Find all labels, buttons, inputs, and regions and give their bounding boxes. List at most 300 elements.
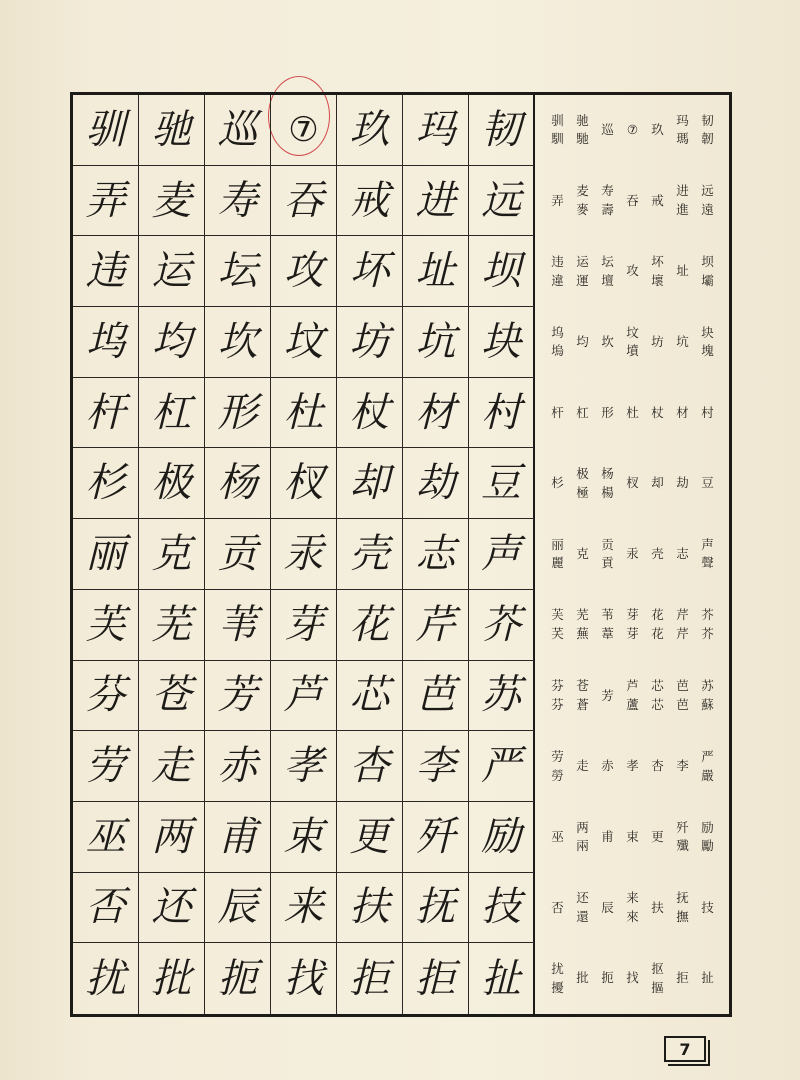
simplified-char: 坞 — [551, 324, 564, 340]
grid-cell: 块 — [469, 307, 535, 378]
grid-cell: 批 — [139, 943, 205, 1014]
simplified-char: 玖 — [651, 121, 664, 137]
reference-char — [570, 236, 595, 307]
simplified-char: 极 — [576, 466, 589, 482]
traditional-char: 塊 — [701, 343, 714, 359]
grid-cell: 歼 — [403, 802, 469, 873]
simplified-char: 扼 — [601, 970, 614, 986]
reference-char — [545, 95, 570, 166]
reference-char — [620, 378, 645, 449]
simplified-char: 芯 — [651, 678, 664, 694]
reference-char — [645, 943, 670, 1014]
traditional-char: 嚴 — [701, 767, 714, 783]
grid-cell: 村 — [469, 378, 535, 449]
reference-char — [620, 802, 645, 873]
reference-char — [670, 236, 695, 307]
simplified-char: 孝 — [626, 758, 639, 774]
simplified-char: 还 — [576, 890, 589, 906]
simplified-char: 驰 — [576, 112, 589, 128]
reference-char — [670, 378, 695, 449]
simplified-char: 杖 — [651, 404, 664, 420]
reference-char — [545, 873, 570, 944]
reference-char — [570, 590, 595, 661]
traditional-char: 芺 — [551, 626, 564, 642]
grid-cell: 坊 — [337, 307, 403, 378]
simplified-char: 芹 — [676, 607, 689, 623]
traditional-char: 塢 — [551, 343, 564, 359]
simplified-char: 芦 — [626, 678, 639, 694]
grid-cell: 坛 — [205, 236, 271, 307]
reference-char — [620, 307, 645, 378]
traditional-char: 馴 — [551, 131, 564, 147]
traditional-char: 擾 — [551, 979, 564, 995]
reference-char — [570, 448, 595, 519]
grid-cell: 芬 — [73, 661, 139, 732]
reference-char — [645, 802, 670, 873]
traditional-char: 違 — [551, 272, 564, 288]
simplified-char: 运 — [576, 253, 589, 269]
reference-char — [670, 95, 695, 166]
simplified-char: 驯 — [551, 112, 564, 128]
reference-char — [620, 943, 645, 1014]
traditional-char: 葦 — [601, 626, 614, 642]
simplified-char: 吞 — [626, 192, 639, 208]
reference-char — [595, 731, 620, 802]
simplified-char: 村 — [701, 404, 714, 420]
grid-cell: 杖 — [337, 378, 403, 449]
traditional-char: 貢 — [601, 555, 614, 571]
reference-char — [695, 731, 720, 802]
reference-char — [595, 378, 620, 449]
reference-char — [595, 519, 620, 590]
traditional-char: 進 — [676, 202, 689, 218]
reference-char — [695, 95, 720, 166]
reference-char — [645, 731, 670, 802]
reference-char — [645, 95, 670, 166]
reference-char — [695, 873, 720, 944]
grid-cell: 玖 — [337, 95, 403, 166]
simplified-char: 来 — [626, 890, 639, 906]
traditional-char: 芹 — [676, 626, 689, 642]
simplified-char: 坊 — [651, 334, 664, 350]
reference-char — [595, 166, 620, 237]
grid-cell: 玛 — [403, 95, 469, 166]
reference-char — [645, 448, 670, 519]
reference-char — [570, 731, 595, 802]
grid-cell: 坝 — [469, 236, 535, 307]
simplified-char: 芽 — [626, 607, 639, 623]
reference-char — [695, 802, 720, 873]
simplified-char: 坟 — [626, 324, 639, 340]
grid-cell: 弄 — [73, 166, 139, 237]
traditional-char: 馳 — [576, 131, 589, 147]
grid-cell: 麦 — [139, 166, 205, 237]
grid-cell: 杉 — [73, 448, 139, 519]
grid-cell: 孝 — [271, 731, 337, 802]
simplified-char: ⑦ — [626, 121, 639, 137]
grid-cell: ⑦ — [271, 95, 337, 166]
simplified-char: 找 — [626, 970, 639, 986]
simplified-char: 芳 — [601, 687, 614, 703]
simplified-char: 苏 — [701, 678, 714, 694]
simplified-char: 弄 — [551, 192, 564, 208]
reference-char — [620, 590, 645, 661]
grid-cell: 声 — [469, 519, 535, 590]
grid-cell: 杜 — [271, 378, 337, 449]
grid-cell: 戒 — [337, 166, 403, 237]
grid-cell: 芭 — [403, 661, 469, 732]
grid-cell: 形 — [205, 378, 271, 449]
grid-cell: 吞 — [271, 166, 337, 237]
simplified-char: 韧 — [701, 112, 714, 128]
simplified-char: 巡 — [601, 121, 614, 137]
grid-cell: 来 — [271, 873, 337, 944]
grid-cell: 拒 — [403, 943, 469, 1014]
grid-cell: 坑 — [403, 307, 469, 378]
simplified-char: 抚 — [676, 890, 689, 906]
simplified-char: 均 — [576, 334, 589, 350]
traditional-char: 極 — [576, 484, 589, 500]
grid-cell: 杈 — [271, 448, 337, 519]
grid-cell: 苇 — [205, 590, 271, 661]
grid-cell: 赤 — [205, 731, 271, 802]
reference-char — [670, 943, 695, 1014]
grid-cell: 扯 — [469, 943, 535, 1014]
simplified-char: 材 — [676, 404, 689, 420]
simplified-char: 苍 — [576, 678, 589, 694]
grid-cell: 坟 — [271, 307, 337, 378]
reference-char — [570, 519, 595, 590]
simplified-char: 杏 — [651, 758, 664, 774]
simplified-char: 更 — [651, 828, 664, 844]
simplified-char: 杈 — [626, 475, 639, 491]
simplified-char: 贡 — [601, 536, 614, 552]
simplified-char: 汞 — [626, 546, 639, 562]
grid-cell: 杏 — [337, 731, 403, 802]
traditional-char: 芯 — [651, 696, 664, 712]
simplified-char: 扰 — [551, 960, 564, 976]
reference-char — [570, 661, 595, 732]
simplified-char: 杠 — [576, 404, 589, 420]
reference-char — [695, 943, 720, 1014]
grid-cell: 壳 — [337, 519, 403, 590]
simplified-char: 劳 — [551, 748, 564, 764]
simplified-char: 芬 — [551, 678, 564, 694]
simplified-char: 拒 — [676, 970, 689, 986]
simplified-char: 歼 — [676, 819, 689, 835]
reference-char — [570, 95, 595, 166]
simplified-char: 却 — [651, 475, 664, 491]
simplified-char: 块 — [701, 324, 714, 340]
reference-char — [695, 519, 720, 590]
traditional-char: 壞 — [651, 272, 664, 288]
simplified-char: 苇 — [601, 607, 614, 623]
reference-char — [620, 519, 645, 590]
grid-cell: 巡 — [205, 95, 271, 166]
grid-cell: 苍 — [139, 661, 205, 732]
grid-cell: 汞 — [271, 519, 337, 590]
grid-cell: 驯 — [73, 95, 139, 166]
reference-char — [545, 943, 570, 1014]
reference-char — [545, 448, 570, 519]
simplified-char: 进 — [676, 183, 689, 199]
simplified-char: 否 — [551, 899, 564, 915]
simplified-char: 克 — [576, 546, 589, 562]
reference-char — [545, 802, 570, 873]
grid-cell: 严 — [469, 731, 535, 802]
grid-cell: 杆 — [73, 378, 139, 449]
grid-cell: 找 — [271, 943, 337, 1014]
grid-cell: 坞 — [73, 307, 139, 378]
grid-cell: 走 — [139, 731, 205, 802]
simplified-char: 走 — [576, 758, 589, 774]
reference-char — [570, 307, 595, 378]
reference-char — [645, 236, 670, 307]
grid-cell: 攻 — [271, 236, 337, 307]
grid-cell: 芯 — [337, 661, 403, 732]
simplified-char: 批 — [576, 970, 589, 986]
grid-cell: 志 — [403, 519, 469, 590]
grid-cell: 芳 — [205, 661, 271, 732]
grid-cell: 还 — [139, 873, 205, 944]
reference-char — [645, 873, 670, 944]
simplified-char: 寿 — [601, 183, 614, 199]
grid-cell: 址 — [403, 236, 469, 307]
grid-cell: 扶 — [337, 873, 403, 944]
traditional-char: 麥 — [576, 202, 589, 218]
simplified-char: 志 — [676, 546, 689, 562]
grid-cell: 花 — [337, 590, 403, 661]
reference-char — [645, 378, 670, 449]
reference-char — [695, 307, 720, 378]
traditional-char: 蕪 — [576, 626, 589, 642]
simplified-char: 违 — [551, 253, 564, 269]
reference-char — [570, 378, 595, 449]
traditional-char: 花 — [651, 626, 664, 642]
reference-char — [695, 236, 720, 307]
simplified-char: 技 — [701, 899, 714, 915]
grid-cell: 违 — [73, 236, 139, 307]
simplified-char: 坑 — [676, 334, 689, 350]
grid-cell: 寿 — [205, 166, 271, 237]
grid-cell: 运 — [139, 236, 205, 307]
traditional-char: 麗 — [551, 555, 564, 571]
grid-cell: 李 — [403, 731, 469, 802]
traditional-char: 芭 — [676, 696, 689, 712]
simplified-char: 劫 — [676, 475, 689, 491]
simplified-char: 麦 — [576, 183, 589, 199]
simplified-char: 杨 — [601, 466, 614, 482]
reference-char — [595, 661, 620, 732]
reference-char — [620, 166, 645, 237]
grid-cell: 均 — [139, 307, 205, 378]
reference-char — [670, 873, 695, 944]
grid-cell: 芹 — [403, 590, 469, 661]
simplified-char: 两 — [576, 819, 589, 835]
simplified-char: 戒 — [651, 192, 664, 208]
reference-char — [595, 873, 620, 944]
reference-char — [545, 590, 570, 661]
grid-cell: 扰 — [73, 943, 139, 1014]
traditional-char: 壩 — [701, 272, 714, 288]
traditional-char: 韌 — [701, 131, 714, 147]
reference-char — [670, 661, 695, 732]
simplified-char: 坏 — [651, 253, 664, 269]
grid-cell: 更 — [337, 802, 403, 873]
reference-char — [620, 95, 645, 166]
reference-char — [695, 661, 720, 732]
simplified-char: 扶 — [651, 899, 664, 915]
simplified-char: 芜 — [576, 607, 589, 623]
grid-cell: 极 — [139, 448, 205, 519]
reference-char — [570, 802, 595, 873]
reference-char — [545, 307, 570, 378]
grid-cell: 劫 — [403, 448, 469, 519]
grid-cell: 芽 — [271, 590, 337, 661]
reference-char — [670, 448, 695, 519]
grid-cell: 苏 — [469, 661, 535, 732]
reference-char — [645, 307, 670, 378]
traditional-char: 墳 — [626, 343, 639, 359]
traditional-char: 壇 — [601, 272, 614, 288]
traditional-char: 遠 — [701, 202, 714, 218]
grid-cell: 束 — [271, 802, 337, 873]
reference-char — [595, 448, 620, 519]
page-number: 7 — [664, 1036, 706, 1062]
reference-char — [620, 731, 645, 802]
simplified-char: 芭 — [676, 678, 689, 694]
traditional-char: 芥 — [701, 626, 714, 642]
simplified-char: 束 — [626, 828, 639, 844]
reference-char — [545, 661, 570, 732]
simplified-char: 李 — [676, 758, 689, 774]
grid-cell: 杠 — [139, 378, 205, 449]
grid-cell: 坎 — [205, 307, 271, 378]
reference-char — [695, 166, 720, 237]
reference-char — [695, 378, 720, 449]
reference-char — [595, 802, 620, 873]
grid-cell: 巫 — [73, 802, 139, 873]
traditional-char: 聲 — [701, 555, 714, 571]
grid-cell: 杨 — [205, 448, 271, 519]
grid-cell: 拒 — [337, 943, 403, 1014]
grid-cell: 韧 — [469, 95, 535, 166]
simplified-char: 抠 — [651, 960, 664, 976]
reference-char — [595, 236, 620, 307]
grid-cell: 芙 — [73, 590, 139, 661]
reference-char — [670, 802, 695, 873]
simplified-char: 杆 — [551, 404, 564, 420]
simplified-char: 辰 — [601, 899, 614, 915]
reference-char — [545, 519, 570, 590]
simplified-char: 声 — [701, 536, 714, 552]
simplified-char: 杉 — [551, 475, 564, 491]
traditional-char: 來 — [626, 908, 639, 924]
reference-chars-column — [535, 95, 730, 1014]
simplified-char: 攻 — [626, 263, 639, 279]
grid-cell: 驰 — [139, 95, 205, 166]
grid-cell: 进 — [403, 166, 469, 237]
reference-char — [645, 519, 670, 590]
reference-char — [670, 519, 695, 590]
traditional-char: 勞 — [551, 767, 564, 783]
grid-cell: 芥 — [469, 590, 535, 661]
simplified-char: 杜 — [626, 404, 639, 420]
traditional-char: 勵 — [701, 838, 714, 854]
grid-cell: 远 — [469, 166, 535, 237]
reference-char — [570, 166, 595, 237]
grid-cell: 却 — [337, 448, 403, 519]
simplified-char: 坝 — [701, 253, 714, 269]
traditional-char: 運 — [576, 272, 589, 288]
simplified-char: 坎 — [601, 334, 614, 350]
grid-cell: 贡 — [205, 519, 271, 590]
grid-cell: 材 — [403, 378, 469, 449]
reference-char — [595, 307, 620, 378]
traditional-char: 瑪 — [676, 131, 689, 147]
simplified-char: 丽 — [551, 536, 564, 552]
traditional-char: 芬 — [551, 696, 564, 712]
practice-frame — [70, 92, 732, 1017]
reference-char — [595, 590, 620, 661]
grid-cell: 甫 — [205, 802, 271, 873]
reference-char — [620, 873, 645, 944]
reference-char — [595, 95, 620, 166]
reference-char — [670, 590, 695, 661]
traditional-char: 蘇 — [701, 696, 714, 712]
reference-char — [620, 236, 645, 307]
traditional-char: 殲 — [676, 838, 689, 854]
grid-cell: 抚 — [403, 873, 469, 944]
simplified-char: 址 — [676, 263, 689, 279]
simplified-char: 励 — [701, 819, 714, 835]
grid-cell: 豆 — [469, 448, 535, 519]
reference-char — [645, 590, 670, 661]
reference-char — [645, 166, 670, 237]
simplified-char: 巫 — [551, 828, 564, 844]
reference-char — [695, 448, 720, 519]
grid-cell: 克 — [139, 519, 205, 590]
grid-cell: 芦 — [271, 661, 337, 732]
reference-char — [545, 378, 570, 449]
grid-cell: 辰 — [205, 873, 271, 944]
grid-cell: 扼 — [205, 943, 271, 1014]
grid-cell: 劳 — [73, 731, 139, 802]
simplified-char: 赤 — [601, 758, 614, 774]
reference-char — [545, 166, 570, 237]
traditional-char: 還 — [576, 908, 589, 924]
reference-char — [570, 943, 595, 1014]
reference-char — [620, 448, 645, 519]
simplified-char: 芥 — [701, 607, 714, 623]
grid-cell: 励 — [469, 802, 535, 873]
grid-cell: 技 — [469, 873, 535, 944]
simplified-char: 严 — [701, 748, 714, 764]
reference-char — [645, 661, 670, 732]
simplified-char: 芙 — [551, 607, 564, 623]
traditional-char: 摳 — [651, 979, 664, 995]
reference-char — [670, 166, 695, 237]
simplified-char: 扯 — [701, 970, 714, 986]
simplified-char: 形 — [601, 404, 614, 420]
simplified-char: 甫 — [601, 828, 614, 844]
grid-cell: 否 — [73, 873, 139, 944]
reference-char — [620, 661, 645, 732]
simplified-char: 花 — [651, 607, 664, 623]
reference-char — [670, 731, 695, 802]
simplified-char: 远 — [701, 183, 714, 199]
traditional-char: 壽 — [601, 202, 614, 218]
